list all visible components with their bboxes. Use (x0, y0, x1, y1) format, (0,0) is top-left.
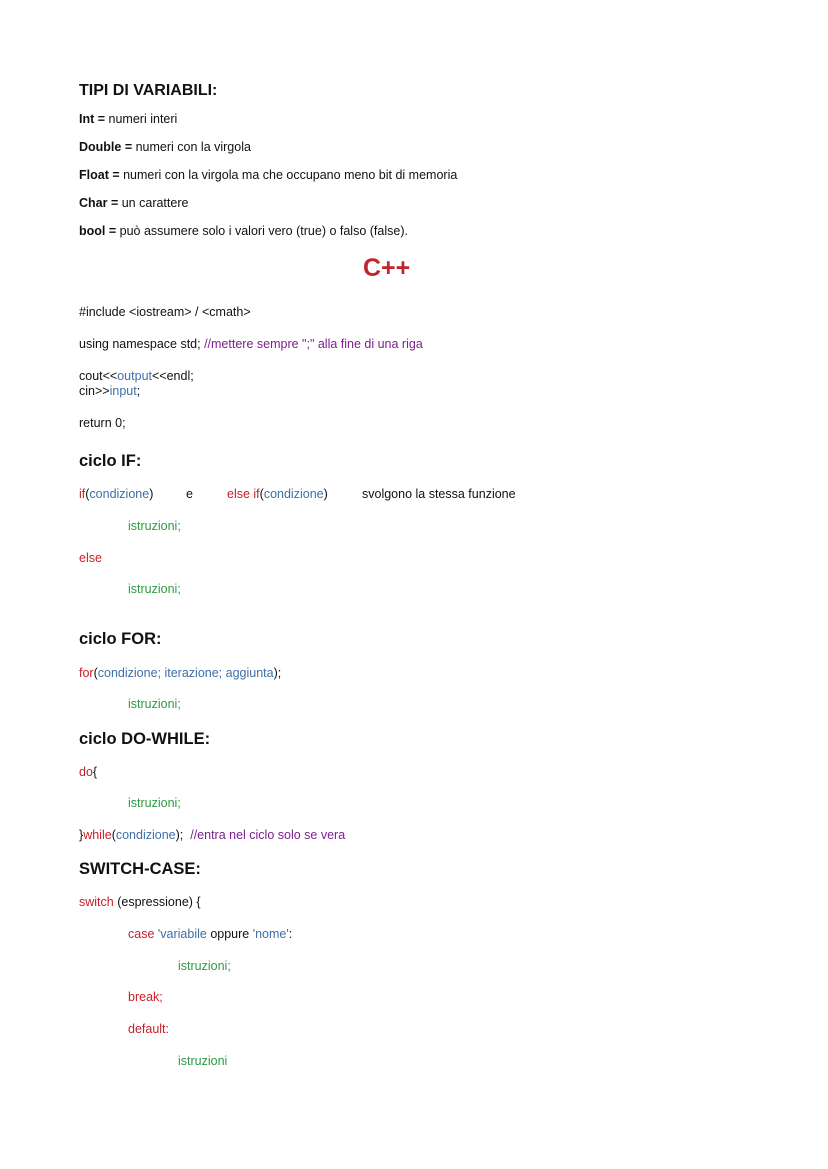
paren-close: ) (323, 487, 328, 501)
var-term: Float (79, 168, 109, 182)
var-term: Int (79, 112, 95, 126)
var-desc: numeri con la virgola ma che occupano meno bit di memoria (123, 168, 458, 182)
paren-open: ( (93, 666, 98, 680)
var-desc: può assumere solo i valori vero (true) o falso (false). (119, 224, 408, 238)
switch-heading: SWITCH-CASE: (79, 860, 201, 878)
paren-open: ( (111, 828, 116, 842)
if-note: svolgono la stessa funzione (362, 487, 516, 501)
include-line: #include <iostream> / <cmath> (79, 305, 251, 319)
var-sep: = (105, 224, 120, 238)
for-keyword: for (79, 666, 94, 680)
while-cond: condizione (115, 828, 176, 842)
else-if-condition (227, 487, 328, 502)
if-e-word: e (186, 487, 193, 501)
default-istruzioni: istruzioni (178, 1054, 228, 1068)
if-condition (79, 487, 153, 502)
do-keyword: do (79, 765, 93, 779)
paren-close: ); (273, 666, 282, 680)
cout-post: <<endl; (152, 369, 194, 383)
for-heading: ciclo FOR: (79, 630, 162, 648)
default-keyword: default: (128, 1022, 170, 1036)
cpp-title: C++ (363, 254, 411, 282)
return-line: return 0; (79, 416, 126, 430)
case-variabile: 'variabile (157, 927, 207, 941)
using-comment: //mettere sempre ";" alla fine di una riga (204, 337, 423, 351)
for-args: condizione; iterazione; aggiunta (97, 666, 274, 680)
var-desc: numeri interi (108, 112, 178, 126)
var-desc: numeri con la virgola (135, 140, 251, 154)
var-sep: = (107, 196, 122, 210)
paren-open: ( (259, 487, 264, 501)
else-if-cond: condizione (263, 487, 324, 501)
break-keyword: break; (128, 990, 163, 1004)
else-istruzioni: istruzioni; (128, 582, 181, 596)
using-line (79, 337, 423, 352)
var-term: Char (79, 196, 108, 210)
while-line (79, 828, 345, 843)
paren-close: ); (175, 828, 191, 842)
cout-pre: cout<< (79, 369, 118, 383)
case-colon: : (288, 927, 293, 941)
paren-close: ) (149, 487, 154, 501)
using-code: using namespace std; (79, 337, 205, 351)
case-istruzioni: istruzioni; (178, 959, 231, 973)
var-term: bool (79, 224, 106, 238)
else-if-keyword: else if (227, 487, 260, 501)
switch-expression: (espressione) { (113, 895, 201, 909)
paren-open: ( (85, 487, 90, 501)
cin-line (79, 384, 140, 399)
for-istruzioni: istruzioni; (128, 697, 181, 711)
case-keyword: case (128, 927, 158, 941)
do-line (79, 765, 97, 780)
close-brace: } (79, 828, 84, 842)
if-keyword: if (79, 487, 86, 501)
var-bool-line (79, 224, 408, 239)
case-line (128, 927, 292, 942)
var-desc: un carattere (121, 196, 189, 210)
else-keyword: else (79, 551, 102, 565)
if-istruzioni: istruzioni; (128, 519, 181, 533)
case-oppure: oppure (206, 927, 253, 941)
case-nome: 'nome' (252, 927, 289, 941)
for-line (79, 666, 281, 681)
if-heading: ciclo IF: (79, 452, 142, 470)
var-double-line (79, 140, 251, 155)
var-float-line (79, 168, 457, 183)
cout-line (79, 369, 194, 384)
var-char-line (79, 196, 188, 211)
var-sep: = (94, 112, 109, 126)
var-sep: = (121, 140, 136, 154)
switch-line (79, 895, 201, 910)
var-int-line (79, 112, 177, 127)
while-comment: //entra nel ciclo solo se vera (190, 828, 346, 842)
if-cond: condizione (89, 487, 150, 501)
var-term: Double (79, 140, 122, 154)
dowhile-heading: ciclo DO-WHILE: (79, 730, 211, 748)
cout-var: output (117, 369, 152, 383)
while-keyword: while (83, 828, 112, 842)
cin-pre: cin>> (79, 384, 110, 398)
do-brace: { (92, 765, 98, 779)
do-istruzioni: istruzioni; (128, 796, 181, 810)
switch-keyword: switch (79, 895, 114, 909)
tipi-heading: TIPI DI VARIABILI: (79, 82, 218, 99)
var-sep: = (108, 168, 124, 182)
cin-var: input (109, 384, 137, 398)
cin-post: ; (136, 384, 141, 398)
